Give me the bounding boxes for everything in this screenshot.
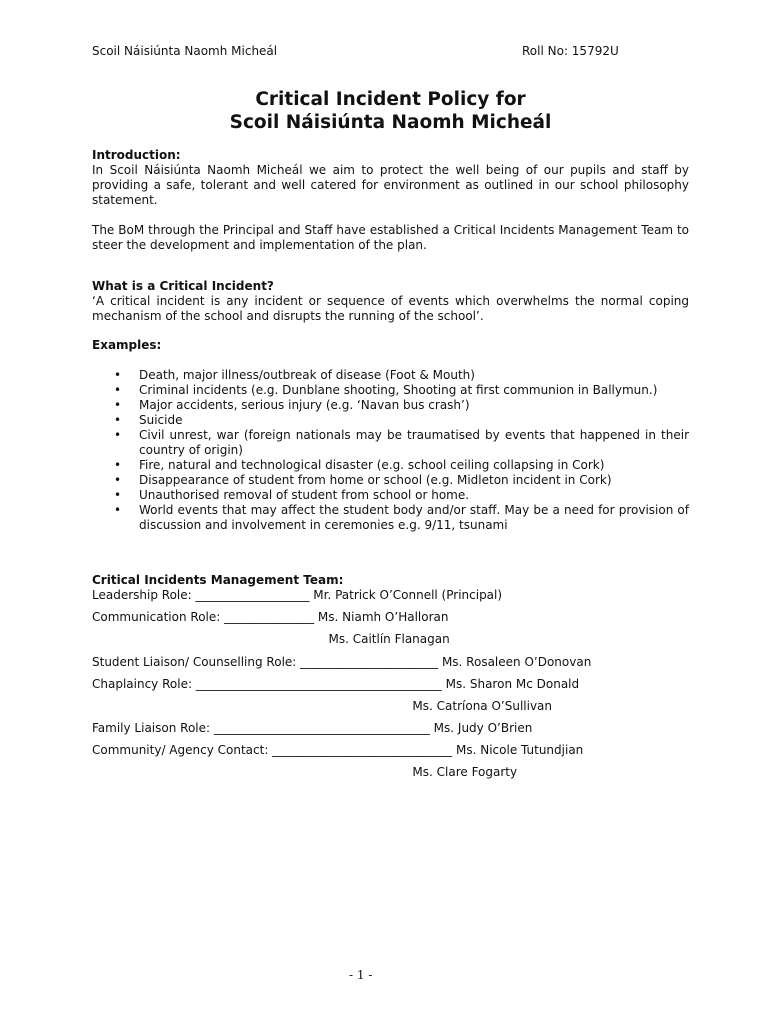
bullet-icon: • — [114, 368, 122, 382]
bullet-icon: • — [114, 383, 122, 397]
team-heading: Critical Incidents Management Team: — [92, 573, 344, 587]
bullet-icon: • — [114, 413, 122, 427]
examples-heading: Examples: — [92, 338, 162, 352]
bullet-icon: • — [114, 428, 122, 442]
list-item: • Disappearance of student from home or school (e.g. Midleton incident in Cork) — [114, 473, 612, 487]
team-row-chaplaincy-2: Ms. Catríona O’Sullivan — [92, 699, 553, 713]
team-row-communication: Communication Role: _______________ Ms. Niamh O’Halloran — [92, 610, 449, 624]
team-row-community-agency-2: Ms. Clare Fogarty — [92, 765, 518, 779]
definition-heading: What is a Critical Incident? — [92, 279, 274, 293]
header-school-name: Scoil Náisiúnta Naomh Micheál — [92, 44, 278, 58]
team-row-family-liaison: Family Liaison Role: ____________________________________ Ms. Judy O’Brien — [92, 721, 533, 735]
document-title — [92, 88, 689, 134]
page-number: - 1 - — [349, 968, 373, 982]
introduction-paragraph-2: The BoM through the Principal and Staff have established a Critical Incidents Management Team to steer the development and implementation of the plan. — [92, 223, 689, 252]
list-item: • Civil unrest, war (foreign nationals may be traumatised by events that happened in their country of origin) — [114, 428, 689, 457]
bullet-icon: • — [114, 503, 122, 517]
list-item: • Fire, natural and technological disaster (e.g. school ceiling collapsing in Cork) — [114, 458, 605, 472]
examples-list — [92, 368, 689, 533]
title-line-2: Scoil Náisiúnta Naomh Micheál — [229, 112, 552, 133]
list-item: • Criminal incidents (e.g. Dunblane shooting, Shooting at first communion in Ballymun.) — [114, 383, 658, 397]
bullet-icon: • — [114, 488, 122, 502]
list-item: • Death, major illness/outbreak of disease (Foot & Mouth) — [114, 368, 475, 382]
header-roll-number: Roll No: 15792U — [522, 44, 619, 58]
team-row-leadership: Leadership Role: ___________________ Mr. Patrick O’Connell (Principal) — [92, 588, 503, 602]
introduction-heading: Introduction: — [92, 148, 181, 162]
bullet-icon: • — [114, 458, 122, 472]
bullet-icon: • — [114, 473, 122, 487]
definition-section — [92, 279, 689, 324]
introduction-section — [92, 148, 689, 208]
team-row-communication-2: Ms. Caitlín Flanagan — [92, 632, 450, 646]
list-item: • Suicide — [114, 413, 183, 427]
list-item: • World events that may affect the student body and/or staff. May be a need for provision of discussion and involvement in ceremonies e.g. 9/11, tsunami — [114, 503, 689, 532]
document-page — [92, 0, 689, 1024]
introduction-paragraph-1: In Scoil Náisiúnta Naomh Micheál we aim to protect the well being of our pupils and staff by providing a safe, tolerant and well catered for environment as outlined in our school philosophy statement. — [92, 163, 689, 207]
team-row-community-agency: Community/ Agency Contact: ______________________________ Ms. Nicole Tutundjian — [92, 743, 584, 757]
team-row-chaplaincy: Chaplaincy Role: _________________________________________ Ms. Sharon Mc Donald — [92, 677, 580, 691]
list-item: • Major accidents, serious injury (e.g. ‘Navan bus crash’) — [114, 398, 470, 412]
bullet-icon: • — [114, 398, 122, 412]
list-item: • Unauthorised removal of student from school or home. — [114, 488, 470, 502]
title-line-1: Critical Incident Policy for — [255, 89, 526, 110]
team-row-student-liaison: Student Liaison/ Counselling Role: _______________________ Ms. Rosaleen O’Donovan — [92, 655, 592, 669]
definition-text: ‘A critical incident is any incident or sequence of events which overwhelms the normal coping mechanism of the school and disrupts the running of the school’. — [92, 294, 689, 323]
